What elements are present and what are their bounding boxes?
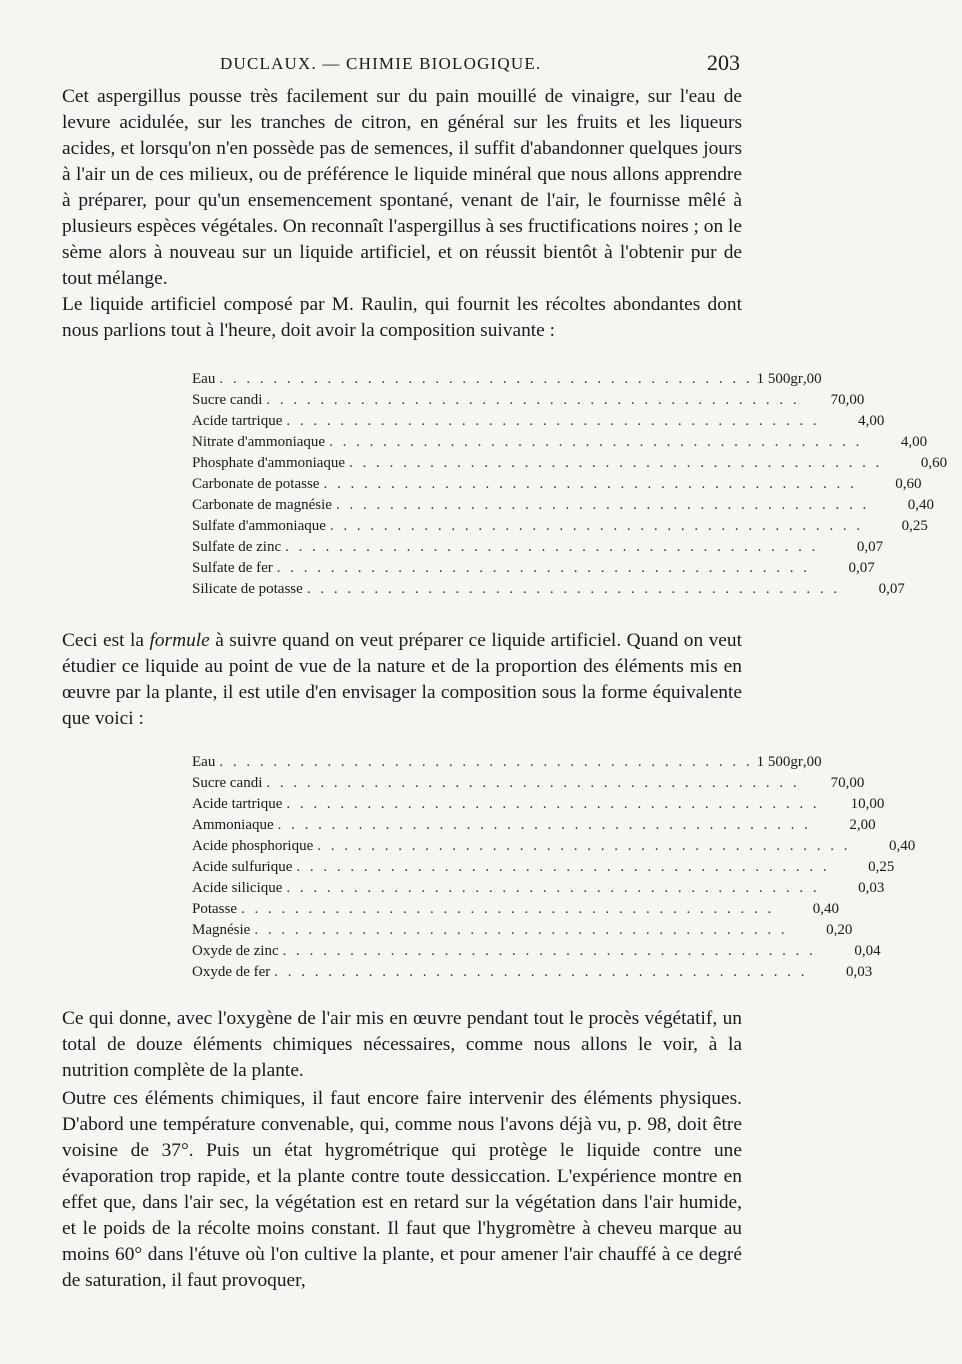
table-row	[192, 476, 922, 497]
ingredient-name: Oxyde de fer	[192, 964, 271, 980]
amount-integer: 0	[846, 964, 854, 980]
dot-leader: . . . . . . . . . . . . . . . . . . . . . . . . . . . . . . . . . . . . . . . .	[241, 901, 775, 917]
ingredient-name: Acide sulfurique	[192, 859, 293, 875]
ingredient-name: Sucre candi	[192, 392, 263, 408]
ingredient-amount	[873, 497, 949, 514]
amount-decimal: ,03	[865, 880, 885, 896]
amount-integer: 0	[854, 943, 862, 959]
amount-decimal: ,00	[802, 371, 822, 387]
dot-leader: . . . . . . . . . . . . . . . . . . . . . . . . . . . . . . . . . . . . . . . .	[254, 922, 788, 938]
ingredient-name: Carbonate de magnésie	[192, 497, 332, 513]
table-row	[192, 943, 881, 964]
ingredient-name: Sulfate de fer	[192, 560, 273, 576]
composition-table-equivalent	[192, 754, 916, 985]
amount-decimal: ,00	[865, 796, 885, 812]
table-row	[192, 413, 885, 434]
amount-integer: 0	[895, 476, 903, 492]
amount-decimal: ,60	[902, 476, 922, 492]
ingredient-name: Sulfate de zinc	[192, 539, 282, 555]
ingredient-amount	[757, 754, 833, 771]
ingredient-amount	[792, 922, 868, 939]
amount-decimal: ,07	[864, 539, 884, 555]
amount-decimal: ,07	[886, 581, 905, 597]
amount-integer: 0	[868, 859, 876, 875]
ingredient-name: Acide phosphorique	[192, 838, 314, 854]
page-number: 203	[707, 50, 740, 75]
table-row	[192, 775, 865, 796]
dot-leader: . . . . . . . . . . . . . . . . . . . . . . . . . . . . . . . . . . . . . . . .	[335, 497, 870, 513]
running-title: DUCLAUX. — CHIMIE BIOLOGIQUE.	[220, 54, 542, 73]
ingredient-amount	[804, 392, 880, 409]
amount-decimal: ,40	[896, 838, 916, 854]
ingredient-name: Acide tartrique	[192, 413, 283, 429]
ingredient-name: Oxyde de zinc	[192, 943, 279, 959]
amount-integer: 1 500gr	[756, 754, 803, 770]
ingredient-name: Acide tartrique	[192, 796, 283, 812]
dot-leader: . . . . . . . . . . . . . . . . . . . . . . . . . . . . . . . . . . . . . . . .	[329, 518, 864, 534]
ingredient-amount	[867, 518, 943, 535]
amount-decimal: ,00	[802, 754, 822, 770]
dot-leader: . . . . . . . . . . . . . . . . . . . . . . . . . . . . . . . . . . . . . . . .	[285, 539, 819, 555]
paragraph-formule-start: Ceci est la	[62, 630, 150, 651]
amount-integer: 0	[856, 539, 865, 555]
table-row	[192, 901, 839, 922]
paragraph-twelve-elements: Ce qui donne, avec l'oxygène de l'air mis en œuvre pendant tout le procès végétatif, un total de douze éléments chimiques nécessaires, comme nous allons le voir, à la nutrition complète de la plante.	[62, 1008, 742, 1081]
table-row	[192, 796, 885, 817]
amount-integer: 0	[878, 581, 887, 597]
paragraph-raulin-liquid: Le liquide artificiel composé par M. Raulin, qui fournit les récoltes abondantes dont nous parlions tout à l'heure, doit avoir la composition suivante :	[62, 294, 742, 341]
table-row	[192, 754, 822, 775]
ingredient-amount	[820, 943, 896, 960]
ingredient-amount	[866, 434, 942, 451]
table-row	[192, 880, 885, 901]
amount-integer: 0	[920, 455, 929, 471]
amount-decimal: ,40	[915, 497, 934, 513]
amount-decimal: ,25	[909, 518, 928, 534]
amount-decimal: ,00	[865, 413, 885, 429]
table-row	[192, 455, 948, 476]
ingredient-name: Sucre candi	[192, 775, 263, 791]
paragraph-formule	[62, 628, 742, 732]
dot-leader: . . . . . . . . . . . . . . . . . . . . . . . . . . . . . . . . . . . . . . . .	[276, 560, 811, 576]
amount-decimal: ,00	[856, 817, 876, 833]
table-row	[192, 371, 822, 392]
ingredient-name: Nitrate d'ammoniaque	[192, 434, 326, 450]
amount-decimal: ,60	[928, 455, 948, 471]
amount-integer: 2	[849, 817, 857, 833]
amount-decimal: ,40	[820, 901, 839, 917]
table-row	[192, 539, 884, 560]
dot-leader: . . . . . . . . . . . . . . . . . . . . . . . . . . . . . . . . . . . . . . . .	[274, 964, 808, 980]
table-row	[192, 859, 895, 880]
amount-integer: 10	[850, 796, 866, 812]
ingredient-name: Potasse	[192, 901, 237, 917]
ingredient-amount	[815, 817, 891, 834]
amount-decimal: ,25	[875, 859, 895, 875]
dot-leader: . . . . . . . . . . . . . . . . . . . . . . . . . . . . . . . . . . . . . . . .	[329, 434, 863, 450]
ingredient-name: Carbonate de potasse	[192, 476, 320, 492]
amount-integer: 0	[848, 560, 857, 576]
dot-leader: . . . . . . . . . . . . . . . . . . . . . . . . . . . . . . . . . . . . . . . .	[286, 796, 820, 812]
dot-leader: . . . . . . . . . . . . . . . . . . . . . . . . . . . . . . . . . . . . . . . .	[323, 476, 857, 492]
amount-integer: 1 500gr	[756, 371, 803, 387]
dot-leader: . . . . . . . . . . . . . . . . . . . . . . . . . . . . . . . . . . . . . . . .	[349, 455, 883, 471]
dot-leader: . . . . . . . . . . . . . . . . . . . . . . . . . . . . . . . . . . . . . . . .	[266, 775, 800, 791]
paragraph-physical-elements: Outre ces éléments chimiques, il faut encore faire intervenir des éléments physiques. D'abord une température convenable, qui, comme nous l'avons déjà vu, p. 98, doit être voisine de 37°. Puis un état hygrométrique qui protège le liquide contre une évaporation trop rapide, et la plante contre toute dessiccation. L'expérience montre en effet que, dans l'air sec, la végétation est en retard sur la végétation dans l'air humide, et le poids de la récolte moins constant. Il faut que l'hygromètre à cheveu marque au moins 60° dans l'étuve où l'on cultive la plante, et pour amener l'air chauffé à ce degré de saturation, il faut provoquer,	[62, 1088, 742, 1291]
ingredient-amount	[834, 859, 910, 876]
amount-integer: 4	[858, 413, 866, 429]
table-row	[192, 497, 934, 518]
dot-leader: . . . . . . . . . . . . . . . . . . . . . . . . . . . . . . . . . . . . . . . .	[219, 371, 753, 387]
amount-integer: 0	[888, 838, 897, 854]
ingredient-amount	[854, 838, 930, 855]
amount-integer: 0	[812, 901, 821, 917]
table-row	[192, 434, 928, 455]
amount-decimal: ,00	[845, 392, 865, 408]
ingredient-amount	[778, 901, 854, 918]
amount-decimal: ,20	[833, 922, 853, 938]
table-row	[192, 518, 928, 539]
ingredient-amount	[886, 455, 962, 472]
amount-decimal: ,00	[908, 434, 928, 450]
dot-leader: . . . . . . . . . . . . . . . . . . . . . . . . . . . . . . . . . . . . . . . .	[282, 943, 816, 959]
running-header	[220, 50, 740, 78]
amount-integer: 0	[858, 880, 866, 896]
table-row	[192, 922, 853, 943]
table-row	[192, 581, 905, 602]
ingredient-amount	[844, 581, 920, 598]
ingredient-amount	[824, 796, 900, 813]
ingredient-name: Magnésie	[192, 922, 251, 938]
ingredient-name: Silicate de potasse	[192, 581, 303, 597]
table-row	[192, 817, 876, 838]
dot-leader: . . . . . . . . . . . . . . . . . . . . . . . . . . . . . . . . . . . . . . . .	[306, 581, 841, 597]
ingredient-name: Eau	[192, 754, 216, 770]
dot-leader: . . . . . . . . . . . . . . . . . . . . . . . . . . . . . . . . . . . . . . . .	[266, 392, 800, 408]
amount-integer: 70	[830, 775, 846, 791]
ingredient-amount	[757, 371, 833, 388]
dot-leader: . . . . . . . . . . . . . . . . . . . . . . . . . . . . . . . . . . . . . . . .	[219, 754, 753, 770]
ingredient-name: Ammoniaque	[192, 817, 274, 833]
dot-leader: . . . . . . . . . . . . . . . . . . . . . . . . . . . . . . . . . . . . . . . .	[317, 838, 851, 854]
paragraph-formule-end: à suivre quand on veut préparer ce liquide artificiel. Quand on veut étudier ce liquide au point de vue de la nature et de la proportion des éléments mis en œuvre par la plante, il est utile d'en envisager la composition sous la forme équivalente que voici :	[62, 630, 742, 729]
ingredient-amount	[824, 413, 900, 430]
dot-leader: . . . . . . . . . . . . . . . . . . . . . . . . . . . . . . . . . . . . . . . .	[277, 817, 811, 833]
ingredient-name: Acide silicique	[192, 880, 283, 896]
amount-decimal: ,07	[856, 560, 875, 576]
table-row	[192, 838, 916, 859]
ingredient-amount	[812, 964, 888, 981]
amount-integer: 0	[907, 497, 916, 513]
table-row	[192, 964, 873, 985]
paragraph-aspergillus: Cet aspergillus pousse très facilement sur du pain mouillé de vinaigre, sur l'eau de levure acidulée, sur les tranches de citron, en général sur les fruits et les liqueurs acides, et lorsqu'on n'en possède pas de semences, il suffit d'abandonner quelques jours à l'air un de ces milieux, ou de préférence le liquide minéral que nous allons apprendre à préparer, pour qu'un ensemencement spontané, venant de l'air, le fournisse mêlé à plusieurs espèces végétales. On reconnaît l'aspergillus à ses fructifications noires ; on le sème alors à nouveau sur un liquide artificiel, et on réussit bientôt à l'obtenir pur de tout mélange.	[62, 86, 742, 289]
composition-table-formula	[192, 371, 948, 602]
amount-integer: 0	[826, 922, 834, 938]
ingredient-name: Sulfate d'ammoniaque	[192, 518, 326, 534]
amount-decimal: ,04	[861, 943, 881, 959]
amount-integer: 0	[901, 518, 910, 534]
ingredient-amount	[822, 539, 898, 556]
table-row	[192, 560, 875, 581]
ingredient-name: Eau	[192, 371, 216, 387]
dot-leader: . . . . . . . . . . . . . . . . . . . . . . . . . . . . . . . . . . . . . . . .	[286, 880, 820, 896]
ingredient-amount	[814, 560, 890, 577]
dot-leader: . . . . . . . . . . . . . . . . . . . . . . . . . . . . . . . . . . . . . . . .	[296, 859, 830, 875]
ingredient-name: Phosphate d'ammoniaque	[192, 455, 346, 471]
dot-leader: . . . . . . . . . . . . . . . . . . . . . . . . . . . . . . . . . . . . . . . .	[286, 413, 820, 429]
ingredient-amount	[804, 775, 880, 792]
amount-decimal: ,03	[853, 964, 873, 980]
amount-integer: 70	[830, 392, 846, 408]
table-row	[192, 392, 865, 413]
ingredient-amount	[824, 880, 900, 897]
paragraph-formule-italic: formule	[149, 630, 210, 651]
ingredient-amount	[861, 476, 937, 493]
amount-integer: 4	[900, 434, 909, 450]
amount-decimal: ,00	[845, 775, 865, 791]
